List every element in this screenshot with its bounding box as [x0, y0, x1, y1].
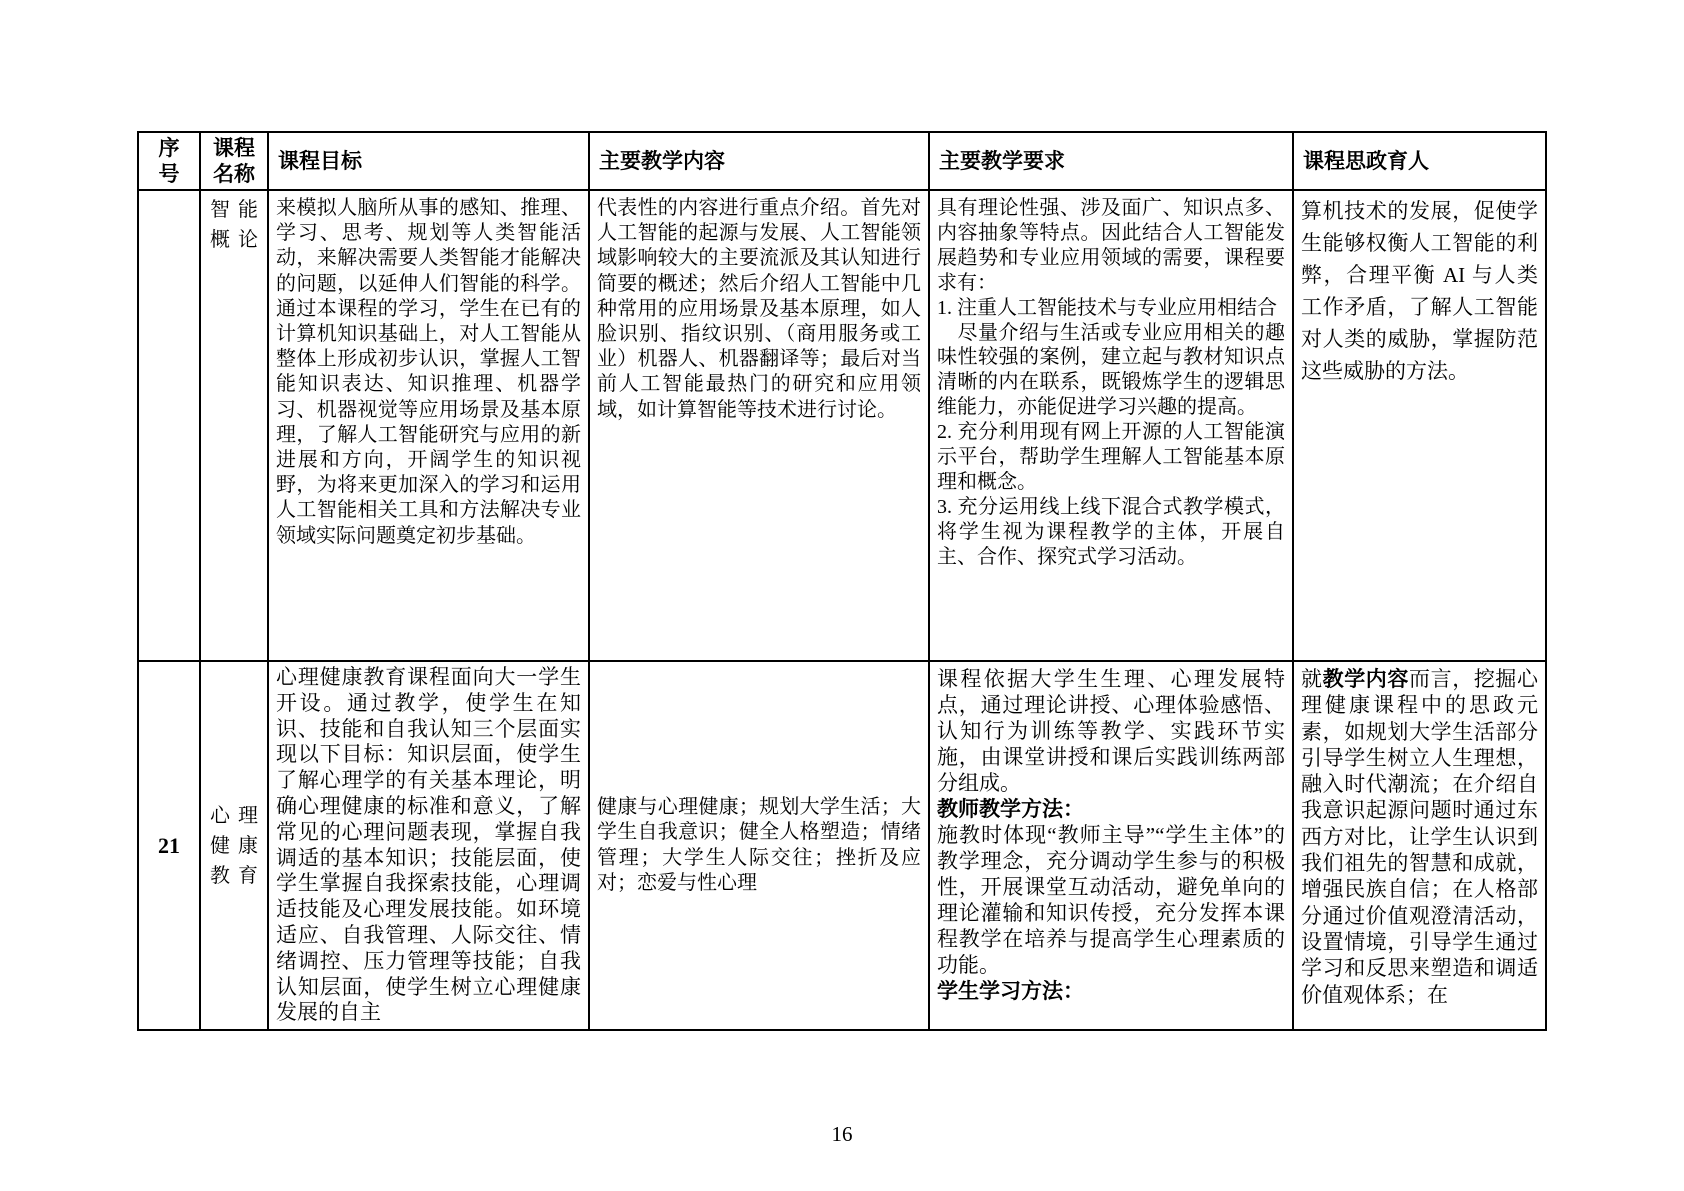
curriculum-table — [137, 131, 1547, 1031]
header-serial-line2: 号 — [158, 162, 180, 186]
course-name-line: 健康 — [210, 834, 258, 857]
ideology-rest: 而言，挖掘心理健康课程中的思政元素，如规划大学生活部分引导学生树立人生理想，融入时代潮流；在介绍自我意识起源问题时通过东西方对比，让学生认识到我们祖先的智慧和成就，增强民族自信；在人格部分通过价值观澄清活动，设置情境，引导学生通过学习和反思来塑造和调适价值观体系；在 — [1301, 667, 1539, 1007]
ideology-bold-term: 教学内容 — [1322, 667, 1410, 691]
require-paragraph-2: 施教时体现“教师主导”“学生主体”的教学理念，充分调动学生参与的积极性，开展课堂互动活动，避免单向的理论灌输和知识传授，充分发挥本课程教学在培养与提高学生心理素质的功能。 — [937, 823, 1285, 977]
header-ideology: 课程思政育人 — [1293, 132, 1546, 190]
table-row-ai-course — [138, 190, 1546, 661]
goal-text: 来模拟人脑所从事的感知、推理、学习、思考、规划等人类智能活动，来解决需要人类智能才能解决的问题，以延伸人们智能的科学。通过本课程的学习，学生在已有的计算机知识基础上，对人工智能从整体上形成初步认识，掌握人工智能知识表达、知识推理、机器学习、机器视觉等应用场景及基本原理，了解人工智能研究与应用的新进展和方向，开阔学生的知识视野，为将来更加深入的学习和运用人工智能相关工具和方法解决专业领域实际问题奠定初步基础。 — [276, 197, 581, 547]
table-row-psychology-course — [138, 661, 1546, 1030]
cell-ideology-ai — [1293, 190, 1546, 661]
header-course-name — [200, 132, 268, 190]
require-item-2: 2. 充分利用现有网上开源的人工智能演示平台，帮助学生理解人工智能基本原理和概念。 — [937, 421, 1285, 493]
header-course-name-line1: 课程 — [213, 136, 255, 160]
course-name-line: 智能 — [210, 199, 258, 221]
header-teaching-require: 主要教学要求 — [929, 132, 1293, 190]
require-item-1: 1. 注重人工智能技术与专业应用相结合 — [937, 296, 1277, 319]
header-course-goal: 课程目标 — [268, 132, 589, 190]
require-heading-student-method: 学生学习方法： — [937, 979, 1084, 1003]
cell-course-goal-ai — [268, 190, 589, 661]
course-name-line: 教育 — [210, 864, 258, 887]
require-intro: 具有理论性强、涉及面广、知识点多、内容抽象等特点。因此结合人工智能发展趋势和专业应用领域的需要，课程要求有： — [937, 197, 1285, 294]
table-header-row — [138, 132, 1546, 190]
ideology-text — [1301, 666, 1538, 1008]
cell-course-name-ai — [200, 190, 268, 661]
cell-serial-21: 21 — [138, 661, 200, 1030]
page-number: 16 — [831, 1122, 853, 1146]
header-serial-number — [138, 132, 200, 190]
goal-text: 心理健康教育课程面向大一学生开设。通过教学，使学生在知识、技能和自我认知三个层面实现以下目标：知识层面，使学生了解心理学的有关基本理论，明确心理健康的标准和意义，了解常见的心理问题表现，掌握自我调适的基本知识；技能层面，使学生掌握自我探索技能，心理调适技能及心理发展技能。如环境适应、自我管理、人际交往、情绪调控、压力管理等技能；自我认知层面，使学生树立心理健康发展的自主 — [276, 665, 581, 1025]
header-teaching-content: 主要教学内容 — [589, 132, 929, 190]
require-heading-teacher-method: 教师教学方法： — [937, 797, 1084, 821]
require-item-3: 3. 充分运用线上线下混合式教学模式，将学生视为课程教学的主体，开展自主、合作、探究式学习活动。 — [937, 495, 1285, 568]
course-name-line: 概论 — [210, 229, 258, 251]
cell-teaching-require-psych — [929, 661, 1293, 1030]
require-paragraph-1: 课程依据大学生生理、心理发展特点，通过理论讲授、心理体验感悟、认知行为训练等教学、实践环节实施，由课堂讲授和课后实践训练两部分组成。 — [937, 667, 1285, 795]
cell-course-goal-psych — [268, 661, 589, 1030]
ideology-prefix: 就 — [1301, 667, 1323, 691]
ideology-text: 算机技术的发展，促使学生能够权衡人工智能的利弊，合理平衡 AI 与人类工作矛盾，了解人工智能对人类的威胁，掌握防范这些威胁的方法。 — [1301, 199, 1538, 383]
cell-course-name-psych — [200, 661, 268, 1030]
cell-serial-empty — [138, 190, 200, 661]
header-course-name-line2: 名称 — [213, 162, 255, 186]
content-text: 代表性的内容进行重点介绍。首先对人工智能的起源与发展、人工智能领域影响较大的主要流派及其认知进行简要的概述；然后介绍人工智能中几种常用的应用场景及基本原理，如人脸识别、指纹识别、（商用服务或工业）机器人、机器翻译等；最后对当前人工智能最热门的研究和应用领域，如计算智能等技术进行讨论。 — [597, 197, 921, 421]
header-serial-line1: 序 — [158, 136, 180, 160]
cell-teaching-require-ai — [929, 190, 1293, 661]
cell-ideology-psych — [1293, 661, 1546, 1030]
content-text: 健康与心理健康；规划大学生活；大学生自我意识；健全人格塑造；情绪管理；大学生人际交往；挫折及应对；恋爱与性心理 — [597, 796, 921, 894]
cell-teaching-content-psych — [589, 661, 929, 1030]
cell-teaching-content-ai — [589, 190, 929, 661]
require-item-1-detail: 尽量介绍与生活或专业应用相关的趣味性较强的案例，建立起与教材知识点清晰的内在联系，既锻炼学生的逻辑思维能力，亦能促进学习兴趣的提高。 — [937, 321, 1285, 419]
course-name-line: 心理 — [210, 804, 258, 827]
